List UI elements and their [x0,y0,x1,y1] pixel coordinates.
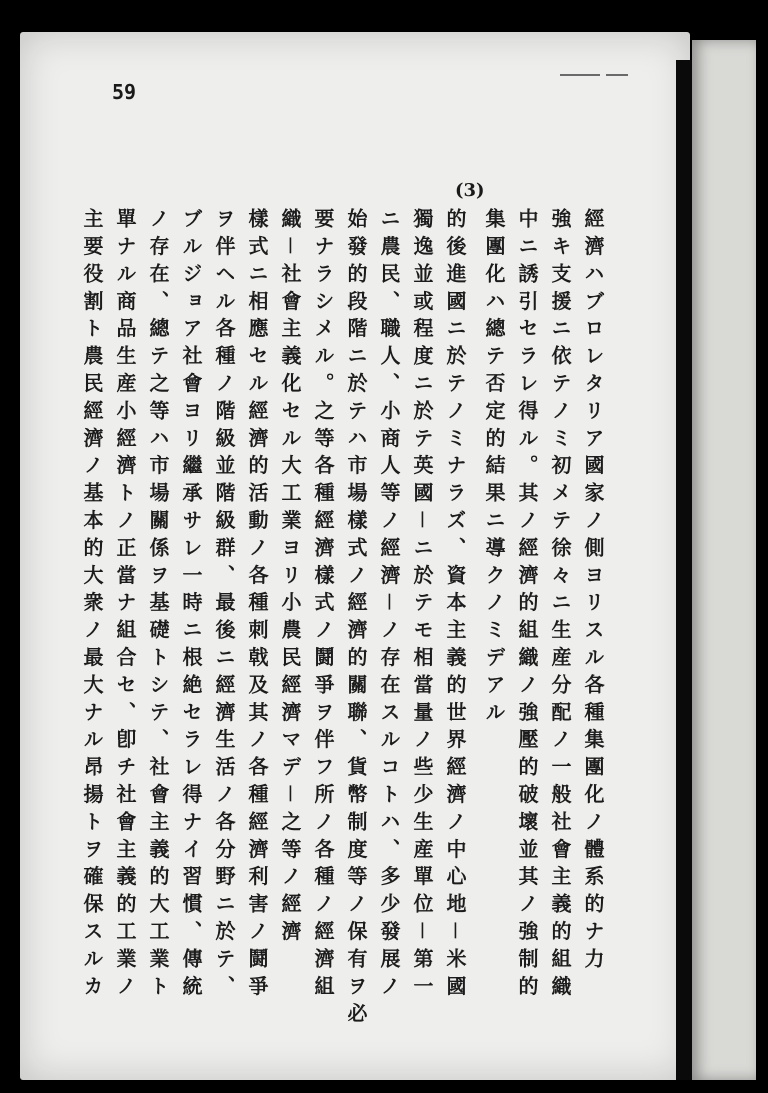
text-column: ニ農民、職人、小商人等ノ經濟－ノ存在スルコトハ、多少發展ノ [377,208,401,1003]
vertical-text-body [80,208,610,1030]
text-column: ブルジョア社會ヨリ繼承サレ一時ニ根絶セラレ得ナイ習慣、傳統 [179,208,203,1003]
text-column: 單ナル商品生産小經濟トノ正當ナ組合セ、卽チ社會主義的工業ノ [113,208,137,1003]
text-column: 的後進國ニ於テノミナラズ、資本主義的世界經濟ノ中心地－米國 [443,208,467,1003]
section-marker: (3) [455,180,485,201]
text-column: ヲ伴ヘル各種ノ階級並階級群、最後ニ經濟生活ノ各分野ニ於テ、 [212,208,236,1003]
text-column: 樣式ニ相應セル經濟的活動ノ各種刺戟及其ノ各種經濟利害ノ鬪爭 [245,208,269,1003]
text-column: 織－社會主義化セル大工業ヨリ小農民經濟マデ－之等ノ經濟 [278,208,302,948]
book-spine-shadow [676,60,692,1080]
text-column: 主要役割ト農民經濟ノ基本的大衆ノ最大ナル昂揚トヲ確保スルカ [80,208,104,1003]
text-column: 中ニ誘引セラレ得ル。其ノ經濟的組織ノ強壓的破壞並其ノ強制的 [515,208,539,1003]
text-column: ノ存在、總テ之等ハ市場關係ヲ基礎トシテ、社會主義的大工業ト [146,208,170,1003]
header-rule [606,74,628,76]
text-column: 經濟ハブロレタリア國家ノ側ヨリスル各種集團化ノ體系的ナ力 [581,208,605,976]
page-number: 59 [112,80,137,104]
header-rule [560,74,600,76]
adjacent-page-edge [692,40,756,1080]
text-column: 始發的段階ニ於テハ市場樣式ノ經濟的關聯、貨幣制度等ノ保有ヲ必 [344,208,368,1030]
text-column: 強キ支援ニ依テノミ初メテ徐々ニ生産分配ノ一般社會主義的組織 [548,208,572,1003]
text-column: 要ナラシメル。之等各種經濟樣式ノ鬪爭ヲ伴フ所ノ各種ノ經濟組 [311,208,335,1003]
text-column: 集團化ハ總テ否定的結果ニ導クノミデアル [482,208,506,729]
text-column: 獨逸並或程度ニ於テ英國－ニ於テモ相當量ノ些少生産單位－第一 [410,208,434,1003]
